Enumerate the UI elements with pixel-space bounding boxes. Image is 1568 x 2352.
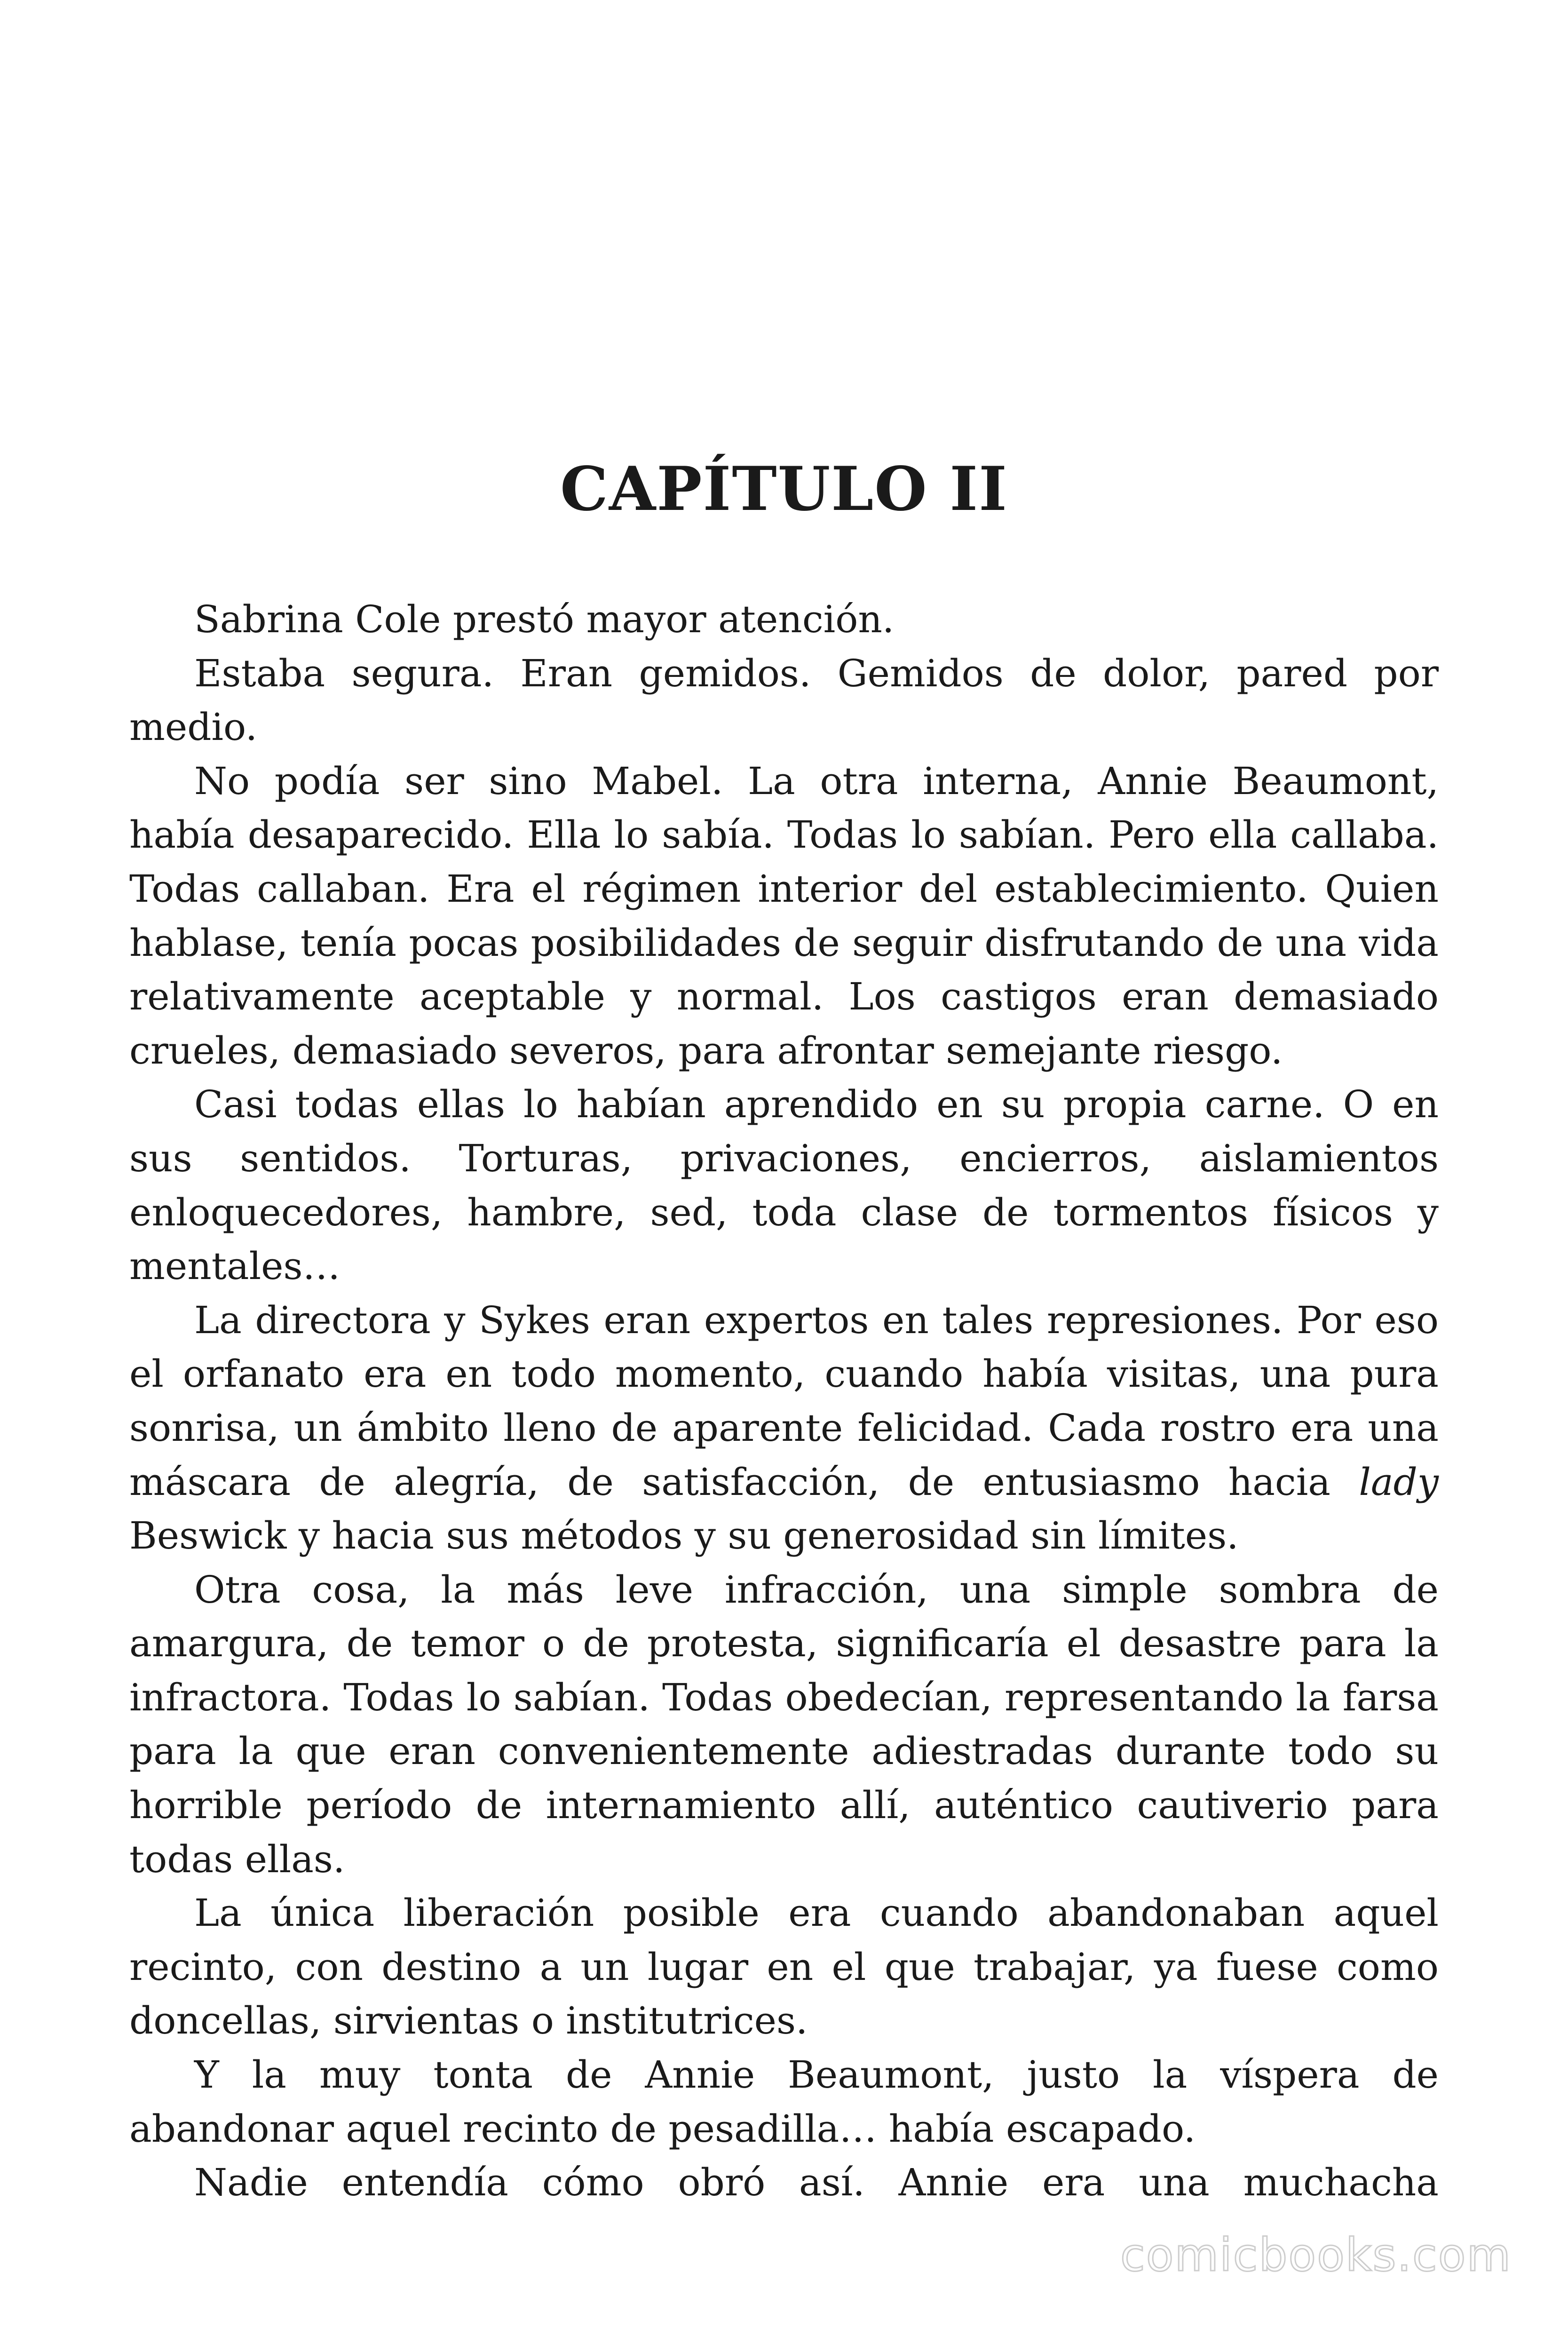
- paragraph: [129, 1294, 1439, 1563]
- paragraph: Nadie entendía cómo obró así. Annie era una muchacha: [194, 2161, 1439, 2205]
- italic-word: lady: [1359, 1460, 1439, 1504]
- paragraph-text: Beswick y hacia sus métodos y su generosidad sin límites.: [129, 1514, 1239, 1558]
- paragraph: La única liberación posible era cuando abandonaban aquel recinto, con destino a un lugar en el que trabajar, ya fuese como doncellas, sirvientas o institutrices.: [129, 1891, 1439, 2043]
- paragraph: Estaba segura. Eran gemidos. Gemidos de dolor, pared por medio.: [129, 651, 1439, 749]
- watermark: comicbooks.com: [1120, 2229, 1512, 2281]
- paragraph: Otra cosa, la más leve infracción, una simple sombra de amargura, de temor o de protesta, significaría el desastre para la infractora. Todas lo sabían. Todas obedecían, representando la farsa para la que eran convenientemente adiestradas durante todo su horrible período de internamiento allí, auténtico cautiverio para todas ellas.: [129, 1567, 1439, 1881]
- paragraph: Sabrina Cole prestó mayor atención.: [194, 597, 895, 641]
- paragraph: No podía ser sino Mabel. La otra interna, Annie Beaumont, había desaparecido. Ella lo sabía. Todas lo sabían. Pero ella callaba. Todas callaban. Era el régimen interior del establecimiento. Quien hablase, tenía pocas posibilidades de seguir disfrutando de una vida relativamente aceptable y normal. Los castigos eran demasiado crueles, demasiado severos, para afrontar semejante riesgo.: [129, 759, 1439, 1073]
- chapter-title: CAPÍTULO II: [560, 454, 1008, 524]
- chapter-body: [129, 593, 1439, 2210]
- paragraph: Y la muy tonta de Annie Beaumont, justo la víspera de abandonar aquel recinto de pesadilla… había escapado.: [129, 2053, 1439, 2151]
- paragraph-text: La directora y Sykes eran expertos en tales represiones. Por eso el orfanato era en todo momento, cuando había visitas, una pura sonrisa, un ámbito lleno de aparente felicidad. Cada rostro era una máscara de alegría, de satisfacción, de entusiasmo hacia: [129, 1298, 1439, 1504]
- book-page: [129, 0, 1439, 2352]
- paragraph: Casi todas ellas lo habían aprendido en su propia carne. O en sus sentidos. Torturas, privaciones, encierros, aislamientos enloquecedores, hambre, sed, toda clase de tormentos físicos y mentales…: [129, 1082, 1439, 1288]
